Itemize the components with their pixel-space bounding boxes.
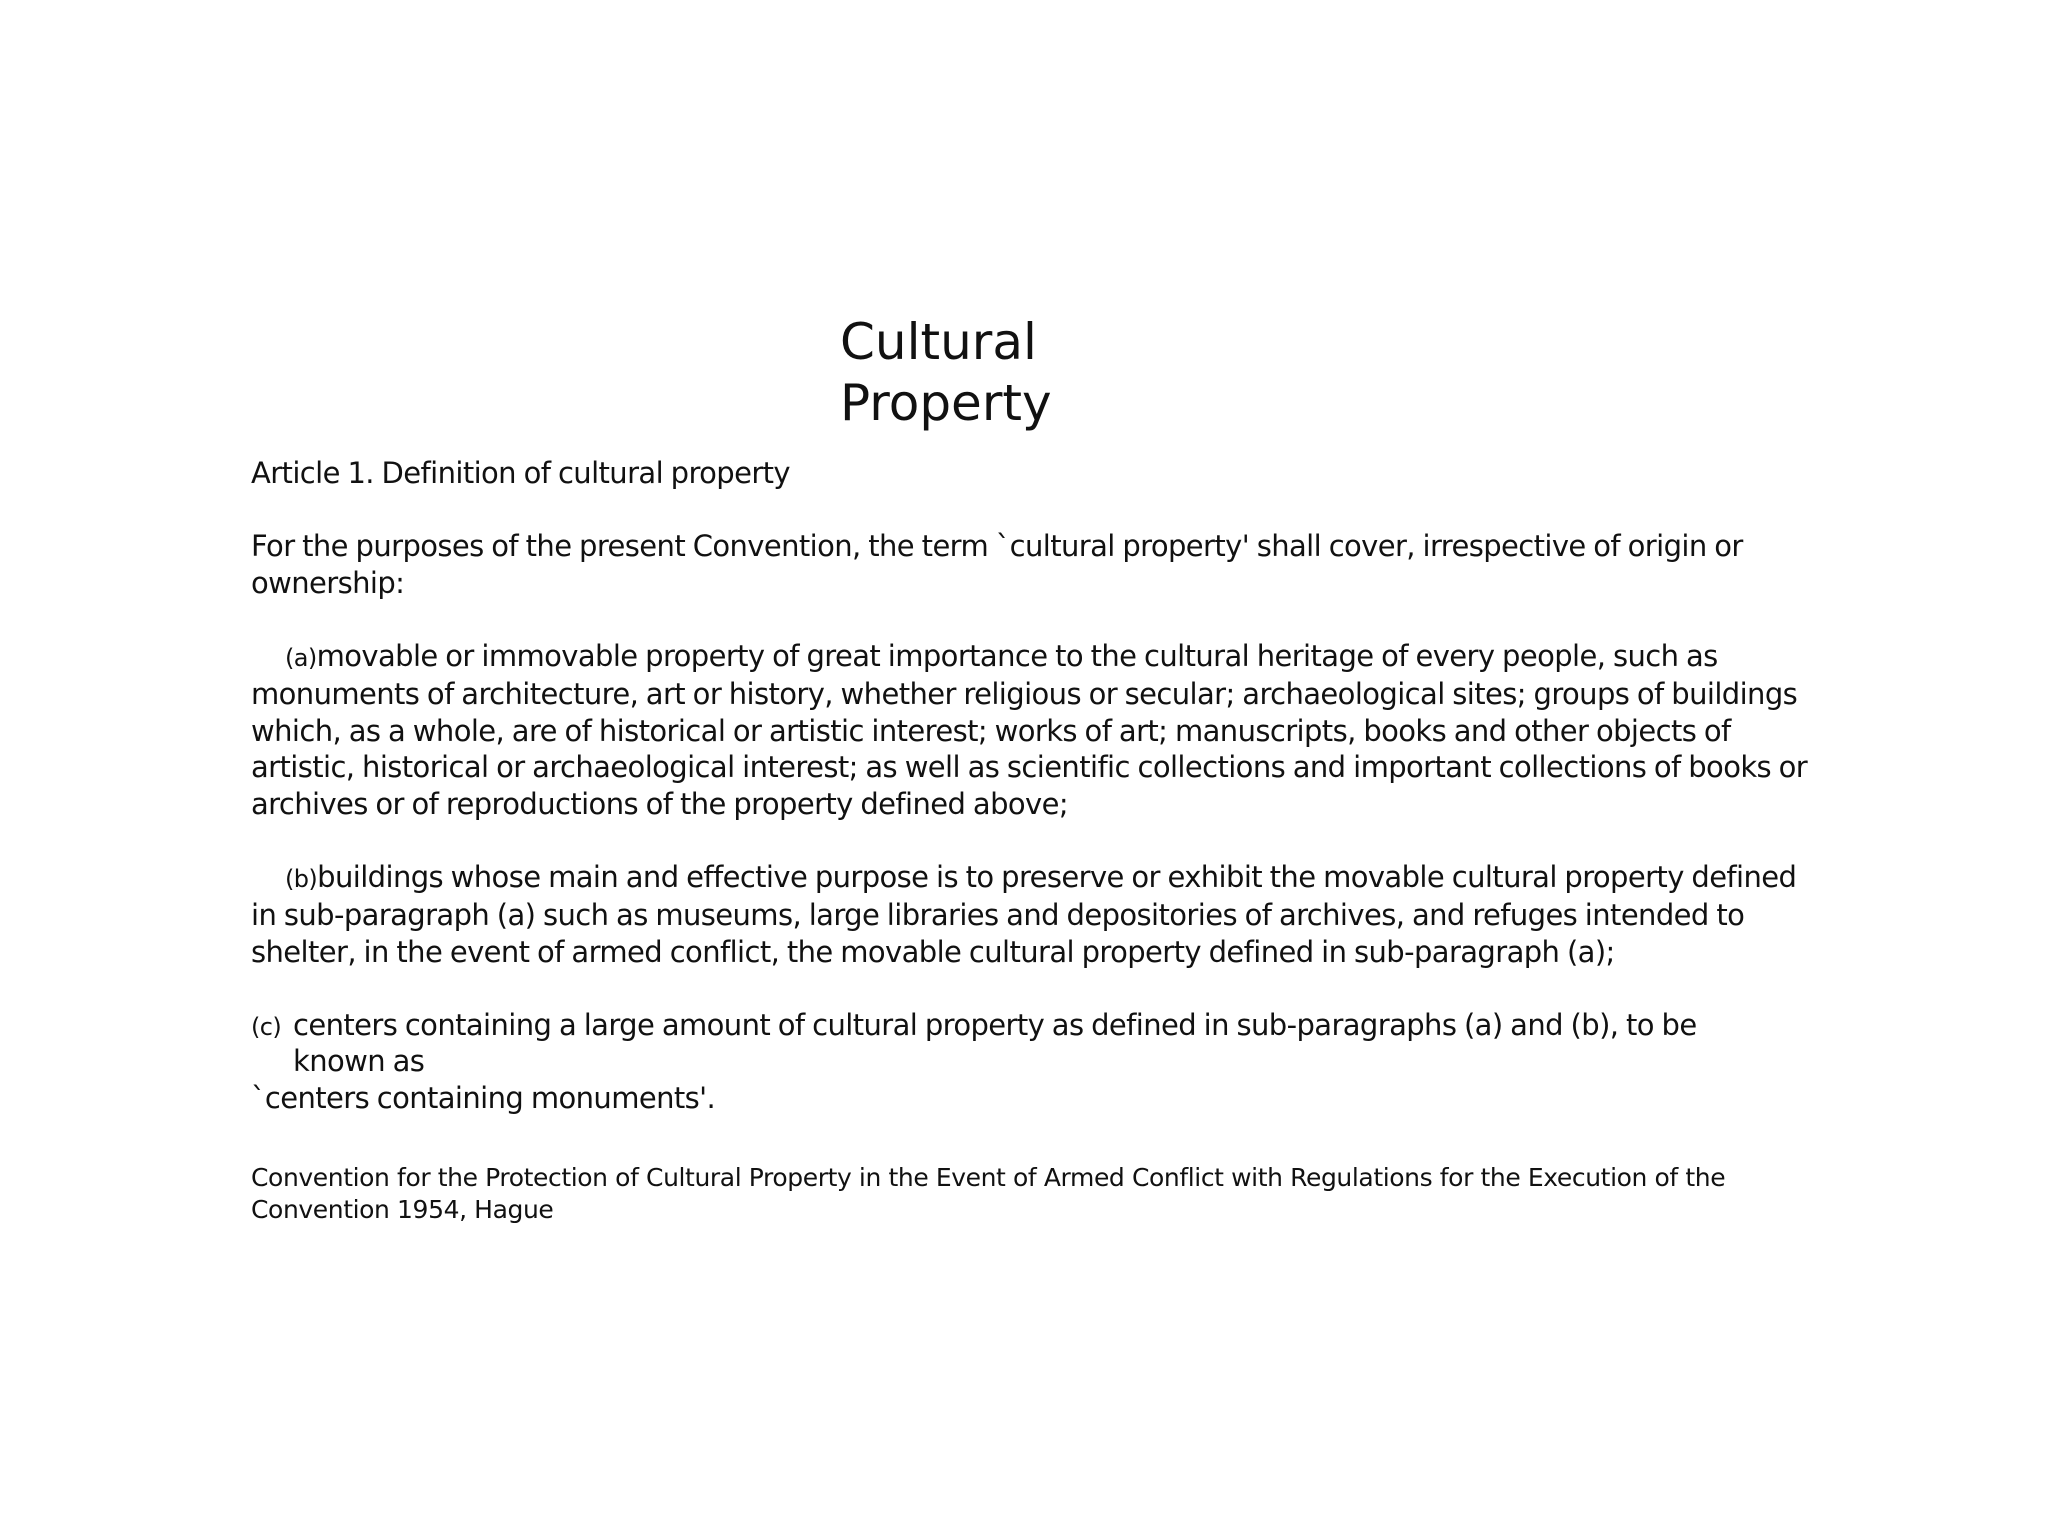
- slide-title: [840, 312, 1052, 434]
- slide-title-line-1: Cultural: [840, 313, 1037, 371]
- item-b: [251, 859, 1811, 971]
- item-a-text: movable or immovable property of great importance to the cultural heritage of every people, such as monuments of architecture, art or history, whether religious or secular; archaeological sites; groups of buildings which, as a whole, are of historical or artistic interest; works of art; manuscripts, books and other objects of artistic, historical or archaeological interest; as well as scientific collections and important collections of books or archives or of reproductions of the property defined above;: [251, 638, 1808, 821]
- item-c-text: centers containing a large amount of cultural property as defined in sub-paragraphs (a) and (b), to be known as: [293, 1007, 1697, 1078]
- source-citation: Convention for the Protection of Cultural Property in the Event of Armed Conflict with Regulations for the Execution of the Convention 1954, Hague: [251, 1163, 1726, 1224]
- article-heading: Article 1. Definition of cultural property: [251, 456, 790, 490]
- item-c: [251, 1007, 1811, 1117]
- item-c-marker: (c): [251, 1012, 282, 1041]
- item-c-tail: `centers containing monuments'.: [251, 1080, 716, 1115]
- article-body: [251, 455, 1811, 1116]
- item-b-text: buildings whose main and effective purpose is to preserve or exhibit the movable cultural property defined in sub-paragraph (a) such as museums, large libraries and depositories of archives, and refuges intended to shelter, in the event of armed conflict, the movable cultural property defined in sub-paragraph (a);: [251, 859, 1797, 969]
- item-b-marker: (b): [285, 864, 318, 893]
- item-a-marker: (a): [285, 643, 317, 672]
- item-a: [251, 638, 1811, 823]
- slide-title-line-2: Property: [840, 374, 1052, 432]
- article-intro: For the purposes of the present Convention, the term `cultural property' shall cover, irrespective of origin or ownership:: [251, 529, 1743, 600]
